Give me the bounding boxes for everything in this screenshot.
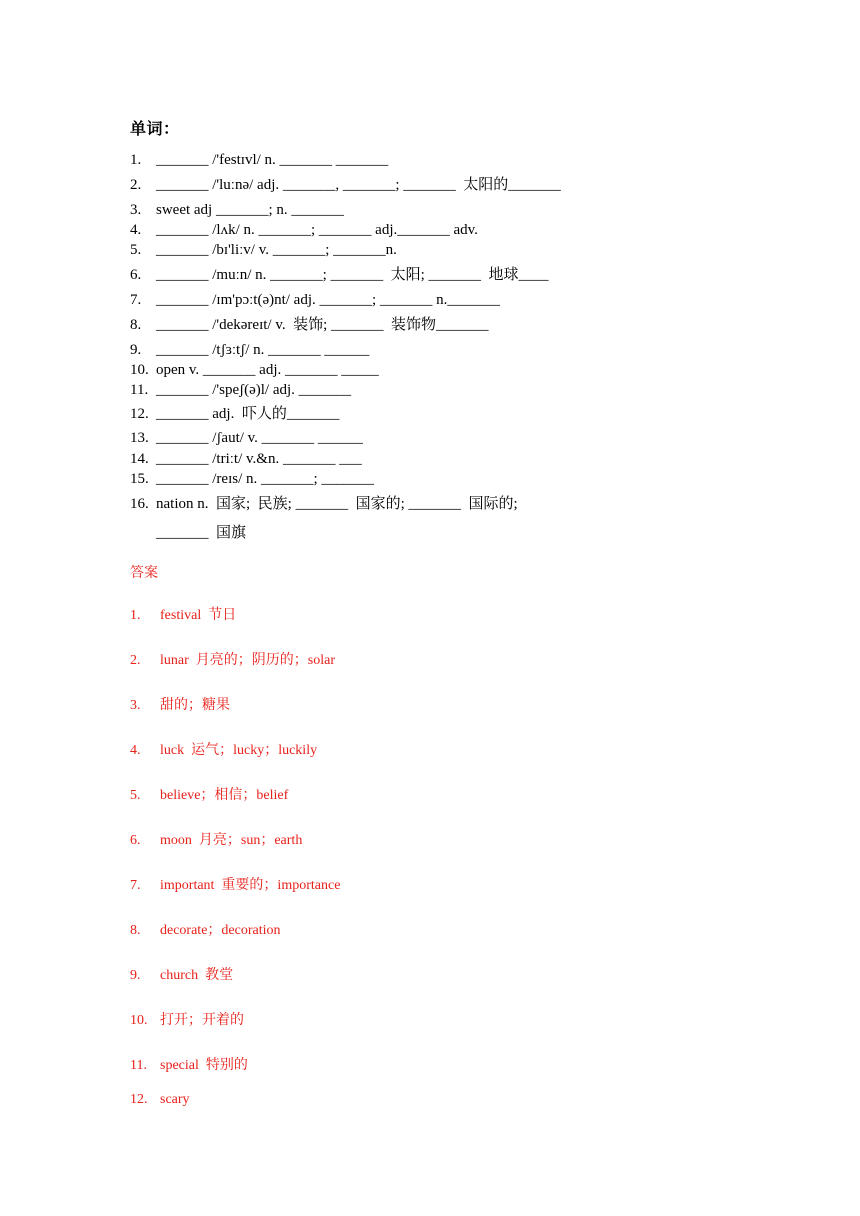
question-text: sweet adj _______; n. _______	[156, 202, 344, 218]
answer-text: 打开；开着的	[160, 1013, 244, 1028]
question-text: _______ /reɪs/ n. _______; _______	[156, 471, 374, 487]
answer-number: 5.	[130, 788, 141, 803]
question-number: 12.	[130, 406, 149, 422]
answer-title: 答案	[130, 565, 158, 581]
answer-number: 11.	[130, 1058, 147, 1073]
question-number: 9.	[130, 342, 142, 358]
question-continuation: _______ 国旗	[156, 525, 247, 541]
answer-item	[130, 742, 317, 760]
question-number: 6.	[130, 267, 142, 283]
question-item	[130, 266, 549, 284]
question-number: 7.	[130, 292, 142, 308]
answer-number: 3.	[130, 698, 141, 713]
question-number: 1.	[130, 152, 142, 168]
question-text: open v. _______ adj. _______ _____	[156, 362, 379, 378]
question-item	[130, 405, 339, 423]
answer-item	[130, 652, 335, 670]
answer-number: 10.	[130, 1013, 148, 1028]
question-item	[130, 151, 388, 169]
answer-text: believe；相信；belief	[160, 788, 289, 803]
question-number: 2.	[130, 177, 142, 193]
question-item	[130, 381, 351, 399]
question-number: 11.	[130, 382, 149, 398]
answer-item	[130, 922, 281, 940]
answer-item	[130, 1057, 248, 1075]
answer-number: 2.	[130, 653, 141, 668]
answer-item	[130, 1012, 244, 1030]
question-text: _______ /lʌk/ n. _______; _______ adj._______ adv.	[156, 222, 478, 238]
answer-text: scary	[160, 1092, 190, 1107]
question-number: 10.	[130, 362, 149, 378]
answer-item	[130, 877, 340, 895]
answer-text: luck 运气；lucky；luckily	[160, 743, 318, 758]
question-item	[130, 429, 363, 447]
question-text: nation n. 国家; 民族; _______ 国家的; _______ 国际的;	[156, 496, 518, 512]
question-text: _______ /'festɪvl/ n. _______ _______	[156, 152, 389, 168]
answer-text: festival 节日	[160, 608, 237, 623]
answer-text: 甜的；糖果	[160, 698, 230, 713]
question-text: _______ /ʃaut/ v. _______ ______	[156, 430, 363, 446]
question-text: _______ /'dekəreɪt/ v. 装饰; _______ 装饰物_______	[156, 317, 489, 333]
answer-item	[130, 967, 233, 985]
answer-text: lunar 月亮的；阴历的；solar	[160, 653, 335, 668]
question-item	[130, 450, 362, 468]
question-number: 3.	[130, 202, 142, 218]
answer-number: 9.	[130, 968, 141, 983]
answer-text: moon 月亮；sun；earth	[160, 833, 303, 848]
question-item	[130, 361, 379, 379]
question-text: _______ /bɪ'liːv/ v. _______; _______n.	[156, 242, 397, 258]
question-item	[130, 470, 374, 488]
answer-number: 6.	[130, 833, 141, 848]
answer-text: church 教堂	[160, 968, 234, 983]
answer-number: 1.	[130, 608, 141, 623]
answer-number: 7.	[130, 878, 141, 893]
question-number: 16.	[130, 496, 149, 512]
question-number: 14.	[130, 451, 149, 467]
question-item	[130, 221, 478, 239]
question-text: _______ /muːn/ n. _______; _______ 太阳; _______ 地球____	[156, 267, 549, 283]
question-number: 13.	[130, 430, 149, 446]
question-item	[130, 316, 489, 334]
answer-text: decorate；decoration	[160, 923, 281, 938]
question-text: _______ /'speʃ(ə)l/ adj. _______	[156, 382, 352, 398]
question-item	[130, 176, 561, 194]
answer-item	[130, 607, 236, 625]
answer-item	[130, 832, 302, 850]
answer-number: 12.	[130, 1092, 148, 1107]
answer-item	[130, 1091, 190, 1109]
question-item	[130, 495, 518, 513]
question-item	[130, 241, 397, 259]
question-item	[130, 201, 344, 219]
section-heading: 单词：	[130, 119, 180, 138]
answer-text: special 特别的	[160, 1058, 248, 1073]
question-item	[130, 291, 500, 309]
answer-item	[130, 697, 230, 715]
question-text: _______ adj. 吓人的_______	[156, 406, 340, 422]
answer-number: 8.	[130, 923, 141, 938]
question-text: _______ /ɪm'pɔːt(ə)nt/ adj. _______; _______ n._______	[156, 292, 500, 308]
question-number: 15.	[130, 471, 149, 487]
question-number: 8.	[130, 317, 142, 333]
answer-number: 4.	[130, 743, 141, 758]
question-text: _______ /tʃɜːtʃ/ n. _______ ______	[156, 342, 370, 358]
answer-text: important 重要的；importance	[160, 878, 341, 893]
question-number: 4.	[130, 222, 142, 238]
answer-item	[130, 787, 288, 805]
question-text: _______ /'luːnə/ adj. _______, _______; _______ 太阳的_______	[156, 177, 561, 193]
question-item	[130, 341, 369, 359]
question-text: _______ /triːt/ v.&n. _______ ___	[156, 451, 362, 467]
question-number: 5.	[130, 242, 142, 258]
